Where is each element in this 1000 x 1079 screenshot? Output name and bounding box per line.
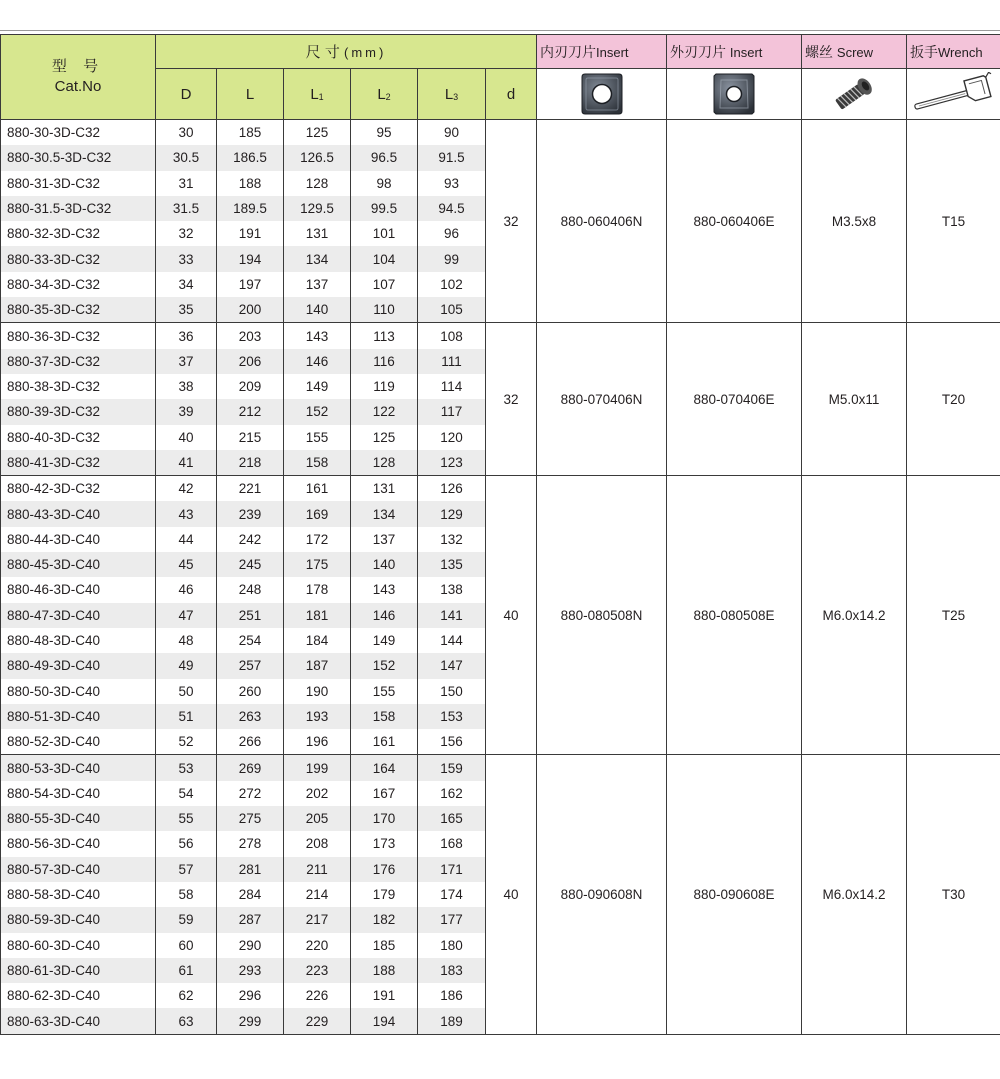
diameter-D-cell: 60	[156, 933, 217, 958]
length-L1-cell: 181	[284, 603, 351, 628]
length-L-cell: 239	[217, 501, 284, 526]
cat-no-cell: 880-59-3D-C40	[1, 907, 156, 932]
length-L1-cell: 226	[284, 983, 351, 1008]
length-L2-cell: 176	[351, 857, 418, 882]
cat-no-cell: 880-30-3D-C32	[1, 120, 156, 146]
cat-no-cell: 880-58-3D-C40	[1, 882, 156, 907]
length-L3-cell: 111	[418, 349, 486, 374]
length-L-cell: 189.5	[217, 196, 284, 221]
length-L-cell: 260	[217, 679, 284, 704]
diameter-D-cell: 59	[156, 907, 217, 932]
length-L2-cell: 170	[351, 806, 418, 831]
length-L3-cell: 105	[418, 297, 486, 323]
length-L-cell: 287	[217, 907, 284, 932]
length-L-cell: 188	[217, 171, 284, 196]
cat-no-cell: 880-48-3D-C40	[1, 628, 156, 653]
diameter-D-cell: 42	[156, 476, 217, 502]
inner-insert-image	[537, 69, 667, 120]
screw-cell: M5.0x11	[802, 323, 907, 476]
wrench-icon	[909, 72, 999, 116]
length-L-cell: 278	[217, 831, 284, 856]
length-L-cell: 293	[217, 958, 284, 983]
top-rule	[0, 0, 1000, 31]
length-L1-cell: 220	[284, 933, 351, 958]
length-L-cell: 299	[217, 1008, 284, 1034]
length-L-cell: 272	[217, 781, 284, 806]
cat-no-cell: 880-63-3D-C40	[1, 1008, 156, 1034]
length-L2-cell: 188	[351, 958, 418, 983]
length-L2-cell: 164	[351, 755, 418, 781]
diameter-D-cell: 46	[156, 577, 217, 602]
length-L3-cell: 135	[418, 552, 486, 577]
cat-no-cell: 880-55-3D-C40	[1, 806, 156, 831]
diameter-D-cell: 41	[156, 450, 217, 476]
col-l1-sub: 1	[318, 91, 324, 102]
screw-en: Screw	[836, 44, 874, 60]
length-L-cell: 206	[217, 349, 284, 374]
cat-no-cell: 880-31.5-3D-C32	[1, 196, 156, 221]
length-L1-cell: 155	[284, 425, 351, 450]
length-L2-cell: 179	[351, 882, 418, 907]
col-l3	[418, 69, 486, 120]
diameter-D-cell: 32	[156, 221, 217, 246]
cat-no-en: Cat.No	[54, 78, 102, 95]
length-L1-cell: 143	[284, 323, 351, 349]
cat-no-cell: 880-57-3D-C40	[1, 857, 156, 882]
diameter-D-cell: 35	[156, 297, 217, 323]
length-L3-cell: 123	[418, 450, 486, 476]
diameter-D-cell: 57	[156, 857, 217, 882]
outer-insert-header	[667, 35, 802, 69]
diameter-D-cell: 45	[156, 552, 217, 577]
diameter-D-cell: 53	[156, 755, 217, 781]
col-l: L	[217, 69, 284, 120]
diameter-D-cell: 38	[156, 374, 217, 399]
length-L-cell: 221	[217, 476, 284, 502]
inner-insert-icon	[579, 71, 625, 117]
table-row	[1, 323, 1000, 349]
cat-no-cell: 880-45-3D-C40	[1, 552, 156, 577]
cat-no-cell: 880-60-3D-C40	[1, 933, 156, 958]
cat-no-zh: 型 号	[51, 58, 105, 75]
dimensions-zh: 尺 寸	[305, 44, 340, 61]
col-l2-base: L	[377, 85, 386, 103]
length-L-cell: 203	[217, 323, 284, 349]
inner-insert-cell: 880-060406N	[537, 120, 667, 323]
length-L1-cell: 229	[284, 1008, 351, 1034]
diameter-D-cell: 30	[156, 120, 217, 146]
cat-no-cell: 880-51-3D-C40	[1, 704, 156, 729]
length-L3-cell: 156	[418, 729, 486, 755]
length-L3-cell: 129	[418, 501, 486, 526]
length-L2-cell: 131	[351, 476, 418, 502]
length-L1-cell: 193	[284, 704, 351, 729]
diameter-D-cell: 58	[156, 882, 217, 907]
length-L3-cell: 180	[418, 933, 486, 958]
cat-no-cell: 880-53-3D-C40	[1, 755, 156, 781]
col-l1-base: L	[310, 85, 319, 103]
shank-d-cell: 32	[486, 120, 537, 323]
length-L1-cell: 169	[284, 501, 351, 526]
length-L3-cell: 138	[418, 577, 486, 602]
length-L2-cell: 99.5	[351, 196, 418, 221]
length-L-cell: 263	[217, 704, 284, 729]
diameter-D-cell: 56	[156, 831, 217, 856]
wrench-cell: T20	[907, 323, 1000, 476]
length-L3-cell: 114	[418, 374, 486, 399]
diameter-D-cell: 36	[156, 323, 217, 349]
length-L1-cell: 161	[284, 476, 351, 502]
length-L3-cell: 183	[418, 958, 486, 983]
length-L1-cell: 152	[284, 399, 351, 424]
length-L-cell: 251	[217, 603, 284, 628]
inner-insert-en: Insert	[596, 44, 629, 60]
length-L-cell: 242	[217, 527, 284, 552]
length-L1-cell: 205	[284, 806, 351, 831]
wrench-en: Wrench	[938, 44, 983, 60]
length-L2-cell: 167	[351, 781, 418, 806]
length-L1-cell: 172	[284, 527, 351, 552]
length-L2-cell: 107	[351, 272, 418, 297]
length-L2-cell: 173	[351, 831, 418, 856]
length-L1-cell: 137	[284, 272, 351, 297]
shank-d-cell: 32	[486, 323, 537, 476]
length-L1-cell: 178	[284, 577, 351, 602]
inner-insert-header	[537, 35, 667, 69]
length-L1-cell: 125	[284, 120, 351, 146]
length-L2-cell: 116	[351, 349, 418, 374]
length-L3-cell: 108	[418, 323, 486, 349]
drill-spec-table	[0, 34, 1000, 1035]
cat-no-cell: 880-41-3D-C32	[1, 450, 156, 476]
diameter-D-cell: 63	[156, 1008, 217, 1034]
outer-insert-cell: 880-060406E	[667, 120, 802, 323]
length-L3-cell: 117	[418, 399, 486, 424]
cat-no-cell: 880-54-3D-C40	[1, 781, 156, 806]
length-L-cell: 186.5	[217, 145, 284, 170]
length-L1-cell: 134	[284, 246, 351, 271]
screw-header	[802, 35, 907, 69]
length-L3-cell: 132	[418, 527, 486, 552]
diameter-D-cell: 50	[156, 679, 217, 704]
diameter-D-cell: 37	[156, 349, 217, 374]
diameter-D-cell: 44	[156, 527, 217, 552]
length-L2-cell: 128	[351, 450, 418, 476]
length-L3-cell: 177	[418, 907, 486, 932]
diameter-D-cell: 39	[156, 399, 217, 424]
length-L3-cell: 159	[418, 755, 486, 781]
length-L3-cell: 174	[418, 882, 486, 907]
shank-d-cell: 40	[486, 476, 537, 755]
inner-insert-cell: 880-090608N	[537, 755, 667, 1034]
length-L3-cell: 93	[418, 171, 486, 196]
spec-table-body	[1, 120, 1000, 1035]
diameter-D-cell: 43	[156, 501, 217, 526]
length-L-cell: 290	[217, 933, 284, 958]
length-L-cell: 185	[217, 120, 284, 146]
length-L1-cell: 187	[284, 653, 351, 678]
col-l3-sub: 3	[453, 91, 459, 102]
dimensions-unit: (mm)	[344, 45, 387, 60]
length-L-cell: 200	[217, 297, 284, 323]
length-L-cell: 284	[217, 882, 284, 907]
table-row	[1, 476, 1000, 502]
length-L2-cell: 152	[351, 653, 418, 678]
inner-insert-cell: 880-080508N	[537, 476, 667, 755]
length-L1-cell: 196	[284, 729, 351, 755]
cat-no-cell: 880-39-3D-C32	[1, 399, 156, 424]
length-L1-cell: 131	[284, 221, 351, 246]
length-L3-cell: 99	[418, 246, 486, 271]
length-L1-cell: 175	[284, 552, 351, 577]
length-L2-cell: 137	[351, 527, 418, 552]
length-L-cell: 296	[217, 983, 284, 1008]
cat-no-cell: 880-52-3D-C40	[1, 729, 156, 755]
length-L-cell: 257	[217, 653, 284, 678]
length-L3-cell: 90	[418, 120, 486, 146]
cat-no-cell: 880-35-3D-C32	[1, 297, 156, 323]
length-L3-cell: 102	[418, 272, 486, 297]
length-L2-cell: 194	[351, 1008, 418, 1034]
cat-no-cell: 880-49-3D-C40	[1, 653, 156, 678]
length-L2-cell: 149	[351, 628, 418, 653]
length-L1-cell: 214	[284, 882, 351, 907]
length-L3-cell: 162	[418, 781, 486, 806]
table-row	[1, 120, 1000, 146]
length-L1-cell: 149	[284, 374, 351, 399]
outer-insert-en: Insert	[729, 44, 763, 60]
cat-no-cell: 880-34-3D-C32	[1, 272, 156, 297]
cat-no-cell: 880-62-3D-C40	[1, 983, 156, 1008]
diameter-D-cell: 51	[156, 704, 217, 729]
length-L1-cell: 208	[284, 831, 351, 856]
inner-insert-cell: 880-070406N	[537, 323, 667, 476]
inner-insert-zh: 内刃刀片	[540, 43, 597, 60]
length-L2-cell: 134	[351, 501, 418, 526]
length-L3-cell: 153	[418, 704, 486, 729]
cat-no-cell: 880-33-3D-C32	[1, 246, 156, 271]
shank-d-cell: 40	[486, 755, 537, 1034]
length-L2-cell: 95	[351, 120, 418, 146]
diameter-D-cell: 62	[156, 983, 217, 1008]
length-L3-cell: 147	[418, 653, 486, 678]
diameter-D-cell: 31.5	[156, 196, 217, 221]
length-L2-cell: 191	[351, 983, 418, 1008]
outer-insert-icon	[711, 71, 757, 117]
length-L1-cell: 146	[284, 349, 351, 374]
length-L-cell: 281	[217, 857, 284, 882]
length-L-cell: 254	[217, 628, 284, 653]
length-L3-cell: 94.5	[418, 196, 486, 221]
length-L1-cell: 202	[284, 781, 351, 806]
length-L3-cell: 150	[418, 679, 486, 704]
length-L2-cell: 158	[351, 704, 418, 729]
length-L-cell: 197	[217, 272, 284, 297]
screw-icon	[829, 73, 879, 115]
wrench-cell: T15	[907, 120, 1000, 323]
cat-no-cell: 880-61-3D-C40	[1, 958, 156, 983]
length-L2-cell: 143	[351, 577, 418, 602]
wrench-image	[907, 69, 1000, 120]
col-l2	[351, 69, 418, 120]
length-L1-cell: 211	[284, 857, 351, 882]
col-d-lower: d	[486, 69, 537, 120]
screw-image	[802, 69, 907, 120]
length-L2-cell: 122	[351, 399, 418, 424]
diameter-D-cell: 48	[156, 628, 217, 653]
length-L2-cell: 98	[351, 171, 418, 196]
col-l3-base: L	[444, 85, 454, 103]
cat-no-cell: 880-50-3D-C40	[1, 679, 156, 704]
length-L2-cell: 140	[351, 552, 418, 577]
length-L3-cell: 144	[418, 628, 486, 653]
length-L-cell: 218	[217, 450, 284, 476]
cat-no-cell: 880-44-3D-C40	[1, 527, 156, 552]
screw-cell: M6.0x14.2	[802, 755, 907, 1034]
cat-no-cell: 880-40-3D-C32	[1, 425, 156, 450]
cat-no-cell: 880-46-3D-C40	[1, 577, 156, 602]
length-L1-cell: 128	[284, 171, 351, 196]
length-L2-cell: 104	[351, 246, 418, 271]
length-L2-cell: 125	[351, 425, 418, 450]
length-L2-cell: 113	[351, 323, 418, 349]
length-L1-cell: 129.5	[284, 196, 351, 221]
dimensions-header	[156, 35, 537, 69]
wrench-zh: 扳手	[910, 43, 939, 60]
length-L3-cell: 141	[418, 603, 486, 628]
cat-no-header	[1, 35, 156, 120]
length-L2-cell: 110	[351, 297, 418, 323]
cat-no-cell: 880-47-3D-C40	[1, 603, 156, 628]
length-L2-cell: 161	[351, 729, 418, 755]
diameter-D-cell: 49	[156, 653, 217, 678]
length-L-cell: 209	[217, 374, 284, 399]
outer-insert-cell: 880-090608E	[667, 755, 802, 1034]
cat-no-cell: 880-36-3D-C32	[1, 323, 156, 349]
length-L1-cell: 126.5	[284, 145, 351, 170]
length-L3-cell: 120	[418, 425, 486, 450]
cat-no-cell: 880-30.5-3D-C32	[1, 145, 156, 170]
screw-zh: 螺丝	[805, 43, 834, 60]
diameter-D-cell: 33	[156, 246, 217, 271]
length-L3-cell: 171	[418, 857, 486, 882]
length-L1-cell: 199	[284, 755, 351, 781]
cat-no-cell: 880-31-3D-C32	[1, 171, 156, 196]
length-L2-cell: 146	[351, 603, 418, 628]
outer-insert-cell: 880-080508E	[667, 476, 802, 755]
length-L-cell: 275	[217, 806, 284, 831]
length-L2-cell: 101	[351, 221, 418, 246]
wrench-cell: T30	[907, 755, 1000, 1034]
length-L-cell: 191	[217, 221, 284, 246]
diameter-D-cell: 40	[156, 425, 217, 450]
diameter-D-cell: 30.5	[156, 145, 217, 170]
length-L1-cell: 140	[284, 297, 351, 323]
length-L-cell: 248	[217, 577, 284, 602]
screw-cell: M6.0x14.2	[802, 476, 907, 755]
outer-insert-image	[667, 69, 802, 120]
length-L2-cell: 119	[351, 374, 418, 399]
cat-no-cell: 880-43-3D-C40	[1, 501, 156, 526]
length-L3-cell: 186	[418, 983, 486, 1008]
diameter-D-cell: 61	[156, 958, 217, 983]
col-l2-sub: 2	[385, 91, 391, 102]
length-L-cell: 194	[217, 246, 284, 271]
length-L3-cell: 91.5	[418, 145, 486, 170]
diameter-D-cell: 54	[156, 781, 217, 806]
length-L3-cell: 168	[418, 831, 486, 856]
length-L2-cell: 182	[351, 907, 418, 932]
wrench-header	[907, 35, 1000, 69]
outer-insert-cell: 880-070406E	[667, 323, 802, 476]
length-L-cell: 269	[217, 755, 284, 781]
table-row	[1, 755, 1000, 781]
cat-no-cell: 880-42-3D-C32	[1, 476, 156, 502]
length-L3-cell: 189	[418, 1008, 486, 1034]
length-L2-cell: 155	[351, 679, 418, 704]
cat-no-cell: 880-38-3D-C32	[1, 374, 156, 399]
col-l1	[284, 69, 351, 120]
length-L1-cell: 158	[284, 450, 351, 476]
cat-no-cell: 880-56-3D-C40	[1, 831, 156, 856]
diameter-D-cell: 52	[156, 729, 217, 755]
length-L2-cell: 185	[351, 933, 418, 958]
cat-no-cell: 880-37-3D-C32	[1, 349, 156, 374]
length-L3-cell: 126	[418, 476, 486, 502]
length-L3-cell: 165	[418, 806, 486, 831]
diameter-D-cell: 47	[156, 603, 217, 628]
col-d-upper: D	[156, 69, 217, 120]
length-L1-cell: 190	[284, 679, 351, 704]
length-L-cell: 215	[217, 425, 284, 450]
cat-no-cell: 880-32-3D-C32	[1, 221, 156, 246]
length-L-cell: 245	[217, 552, 284, 577]
length-L-cell: 266	[217, 729, 284, 755]
length-L2-cell: 96.5	[351, 145, 418, 170]
diameter-D-cell: 31	[156, 171, 217, 196]
length-L3-cell: 96	[418, 221, 486, 246]
screw-cell: M3.5x8	[802, 120, 907, 323]
length-L1-cell: 184	[284, 628, 351, 653]
diameter-D-cell: 55	[156, 806, 217, 831]
length-L1-cell: 223	[284, 958, 351, 983]
diameter-D-cell: 34	[156, 272, 217, 297]
length-L-cell: 212	[217, 399, 284, 424]
length-L1-cell: 217	[284, 907, 351, 932]
outer-insert-zh: 外刃刀片	[670, 43, 727, 60]
wrench-cell: T25	[907, 476, 1000, 755]
